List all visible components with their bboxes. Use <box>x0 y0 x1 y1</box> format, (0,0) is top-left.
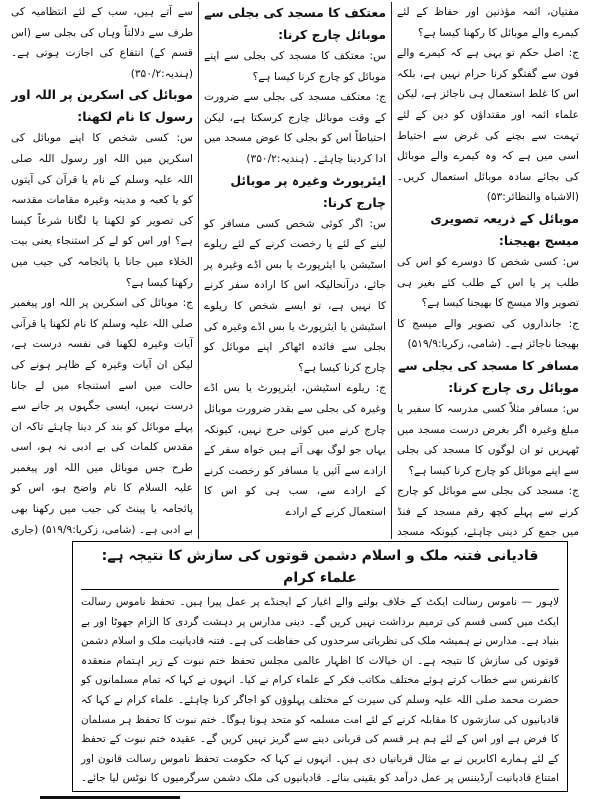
paragraph: سے آتے ہیں، سب کے لئے انتظامیہ کی طرف سے دلالتاً وہاں کی بجلی سے (اس قسم کے) انتفاع کی اجازت ہوتی ہے۔ (ہندیہ:۳۵۰/۲) <box>11 6 193 80</box>
section-heading: مسافر کا مسجد کی بجلی سے موبائل ری چارج کرنا: <box>398 357 579 395</box>
section-heading: موبائل کی اسکرین پر اللہ اور رسول کا نام لکھنا: <box>11 87 193 125</box>
section-heading: ایئرپورٹ وغیرہ پر موبائل چارج کرنا: <box>230 172 386 210</box>
paragraph: ج: ریلوے اسٹیشن، ایئرپورٹ یا بس اڈے وغیرہ کی بجلی سے بقدر ضرورت موبائل چارج کرنے میں کوئی حرج نہیں، کیونکہ یہاں جو لوگ بھی آتے ہیں خواہ سفر کے ارادے سے آئیں یا مسافر کو رخصت کرنے کے ارادے سے، سب ہی کو اس کا استعمال کرنے کے ارادے <box>204 382 386 518</box>
article-columns <box>6 2 584 539</box>
footer-rule <box>40 796 180 799</box>
paragraph: ج: موبائل کی اسکرین پر اللہ اور پیغمبر صلی اللہ علیہ وسلم کا نام لکھنا یا قرآنی آیات وغیرہ لکھنا فی نفسہ درست ہے، لیکن ان آیات وغیرہ کے ظاہر ہونے کی حالت میں اسے استنجاء میں لے جانا درست نہیں، ایسی جگہوں پر جانے سے پہلے موبائل کو بند کر دینا چاہئے تاکہ ان مقدس کلمات کی بے ادبی نہ ہو، اسی طرح جس موبائل میں اللہ اور پیغمبر علیہ السلام کا نام واضح ہو، اس کو پائجامہ یا پینٹ کی جیب میں رکھنا بھی بے ادبی ہے۔ (شامی، زکریا:۵۱۹/۹) (جاری <box>11 297 193 536</box>
paragraph: س: معتکف کا مسجد کی بجلی سے اپنے موبائل کو چارج کرنا کیسا ہے؟ <box>204 50 386 83</box>
column-left <box>6 2 199 539</box>
column-right <box>392 2 584 539</box>
paragraph: س: اگر کوئی شخص کسی مسافر کو لینے کے لئے یا رخصت کرنے کے لئے ریلوے اسٹیشن یا ایئرپورٹ یا بس اڈے وغیرہ پر جائے، درآنحالیکہ اس کا ارادہ سفر کرنے کا نہیں ہے، تو ایسے شخص کا ریلوے اسٹیشن یا ایئرپورٹ یا بس اڈے وغیرہ کی بجلی سے فائدہ اٹھاکر اپنے موبائل کو چارج کرنا کیسا ہے؟ <box>204 217 386 374</box>
column-middle <box>199 2 392 539</box>
paragraph: ج: معتکف مسجد کی بجلی سے ضرورت کے وقت موبائل چارج کرسکتا ہے، لیکن احتیاطاً اس کو بجلی کا عوض مسجد میں ادا کردینا چاہئے۔ (ہندیہ:۳۵۰/۲) <box>204 91 386 165</box>
paragraph: ج: جانداروں کی تصویر والے میسج کا بھیجنا ناجائز ہے۔ (شامی، زکریا:۵۱۹/۹) <box>397 317 579 351</box>
paragraph: ج: اصل حکم تو یہی ہے کہ کیمرے والے فون سے گفتگو کرنا حرام نہیں ہے، بلکہ اس کا غلط استعمال ہی ناجائز ہے، لیکن علماء ائمہ اور مقتداؤں کو دین کے لئے تہمت سے بچنے کی غرض سے احتیاط اسی میں ہے کہ وہ کیمرے والے موبائل کی بجائے سادہ موبائل استعمال کریں۔ (الاشباہ والنظائر:۵۳) <box>397 47 579 204</box>
paragraph: س: مسافر مثلاً کسی مدرسہ کا سفیر یا مبلغ وغیرہ اگر بغرض درست مسجد میں ٹھہریں تو ان لوگوں کا مسجد کی بجلی سے اپنے موبائل کو چارج کرنا کیسا ہے؟ <box>397 402 579 477</box>
news-box-title: قادیانی فتنہ ملک و اسلام دشمن قوتوں کی سازش کا نتیجہ ہے: علماء کرام <box>81 545 559 590</box>
news-box <box>72 541 568 792</box>
news-box-body: لاہور — ناموس رسالت ایکٹ کے خلاف بولنے والے اغیار کے ایجنڈے پر عمل پیرا ہیں۔ تحفظ ناموس رسالت ایکٹ میں کسی قسم کی ترمیم برداشت نہیں کریں گے۔ دینی مدارس پر دہشت گردی کا الزام جھوٹا اور بے بنیاد ہے۔ مدارس نے ہمیشہ ملک کی نظریاتی سرحدوں کی حفاظت کی ہے۔ فتنہ قادیانیت ملک و اسلام دشمن قوتوں کی سازش کا نتیجہ ہے۔ ان خیالات کا اظہار عالمی مجلس تحفظ ختم نبوت کے زیر اہتمام منعقدہ کانفرنس سے خطاب کرتے ہوئے مختلف مکاتب فکر کے علماء کرام نے کیا۔ انہوں نے کہا کہ تمام مسلمانوں کو حضرت محمد صلی اللہ علیہ وسلم کی سیرت کے مختلف پہلوؤں کو اجاگر کرنا چاہئے۔ علماء کرام نے کہا کہ قادیانیوں کی سازشوں کا مقابلہ کرنے کے لئے امت مسلمہ کو متحد ہونا ہوگا۔ ختم نبوت کا تحفظ ہر مسلمان کا فرض ہے اور اس کے لئے ہم ہر قسم کی قربانی دینے سے گریز نہیں کریں گے۔ عقیدہ ختم نبوت کے تحفظ کے لئے ہمارے اکابرین نے بے مثال قربانیاں دی ہیں۔ انہوں نے کہا کہ حکومت تحفظ ناموس رسالت قانون اور امتناع قادیانیت آرڈیننس پر عمل درآمد کو یقینی بنائے۔ قادیانیوں کی ملک دشمن سرگرمیوں کا نوٹس لیا جائے۔ <box>81 596 559 785</box>
paragraph: س: کسی شخص کا دوسرے کو اس کی طلب پر یا اس کے طلب کئے بغیر ہی تصویر والا میسج کا بھیجنا کیسا ہے؟ <box>397 255 579 310</box>
section-heading: معتکف کا مسجد کی بجلی سے موبائل چارج کرنا: <box>204 5 386 42</box>
section-heading: موبائل کے ذریعہ تصویری میسج بھیجنا: <box>430 210 579 248</box>
paragraph: ج: مسجد کی بجلی سے موبائل کو چارج کرنے سے پہلے کچھ رقم مسجد کے فنڈ میں جمع کر دینی چاہئے، کیونکہ مسجد <box>397 485 579 539</box>
paragraph: مفتیان، ائمہ مؤذنین اور حفاظ کے لئے کیمرے والے موبائل کا رکھنا کیسا ہے؟ <box>397 6 579 39</box>
paragraph: س: کسی شخص کا اپنے موبائل کی اسکرین میں اللہ اور رسول اللہ صلی اللہ علیہ وسلم کے نام یا قرآن کی آیتوں کو یا کعبہ و مدینہ وغیرہ مقامات مقدسہ کی تصویر کو لکھنا یا لگانا شرعاً کیسا ہے؟ اور اس کو لے کر استنجاء یعنی بیت الخلاء میں جانا یا پائجامہ کی جیب میں رکھنا کیسا ہے؟ <box>11 132 193 289</box>
